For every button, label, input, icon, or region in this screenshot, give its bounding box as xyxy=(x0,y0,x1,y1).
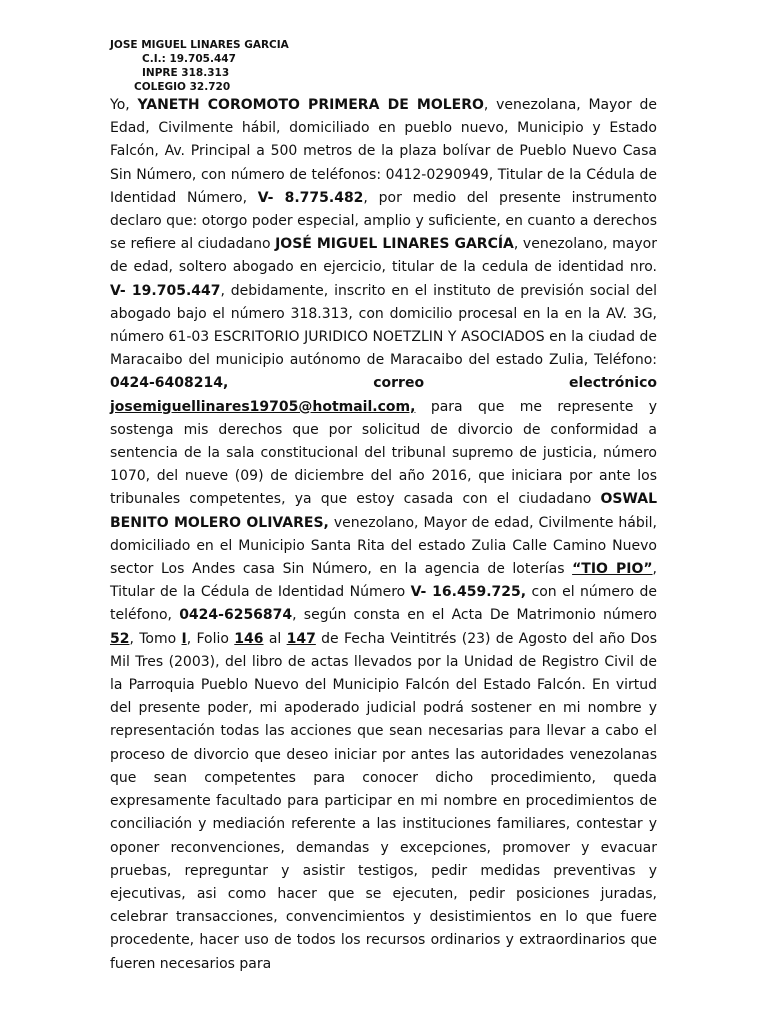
spouse-name: OSWAL BENITO MOLERO OLIVARES, xyxy=(110,491,657,531)
text-segment: , por medio del presente instrumento declaro que: otorgo poder especial, amplio y suficiente, en cuanto a derechos se refiere al ciudadano xyxy=(110,189,657,253)
attorney-phone-and-email-label: 0424-6408214, correo electrónico xyxy=(110,375,657,392)
grantor-id-number: V- 8.775.482 xyxy=(257,189,364,206)
marriage-record-folio-end: 147 xyxy=(286,630,316,647)
text-segment: venezolano, Mayor de edad, Civilmente hábil, domiciliado en el Municipio Santa Rita del estado Zulia Calle Camino Nuevo sector Los Andes casa Sin Número, en la agencia de loterías xyxy=(110,514,657,578)
letterhead-inpre: INPRE 318.313 xyxy=(142,67,230,79)
marriage-record-number: 52 xyxy=(110,630,130,647)
text-segment: , venezolano, mayor de edad, soltero abogado en ejercicio, titular de la cedula de identidad nro. xyxy=(110,236,657,276)
letterhead-colegio: COLEGIO 32.720 xyxy=(134,81,231,93)
text-segment: , Titular de la Cédula de Identidad Número xyxy=(110,561,657,601)
power-of-attorney-paragraph xyxy=(110,94,657,976)
text-segment: , debidamente, inscrito en el instituto de previsión social del abogado bajo el número 318.313, con domicilio procesal en la en la AV. 3G, número 61-03 ESCRITORIO JURIDICO NOETZLIN Y ASOCIADOS en la ciudad de Maracaibo del municipio autónomo de Maracaibo del estado Zulia, Teléfono: xyxy=(110,282,657,369)
text-segment: para que me represente y sostenga mis derechos que por solicitud de divorcio de conformidad a sentencia de la sala constitucional del tribunal supremo de justicia, número 1070, del nueve (09) de diciembre del año 2016, que iniciara por ante los tribunales competentes, ya que estoy casada con el ciudadano xyxy=(110,398,657,508)
attorney-email-link[interactable]: josemiguellinares19705@hotmail.com, xyxy=(110,398,416,415)
text-segment: , Tomo xyxy=(129,630,182,647)
lottery-agency-name: “TIO PIO” xyxy=(572,561,653,578)
letterhead xyxy=(110,38,289,94)
text-segment: , según consta en el Acta De Matrimonio número xyxy=(292,607,657,624)
letterhead-lawyer-name: JOSE MIGUEL LINARES GARCIA xyxy=(110,39,289,51)
text-segment: , Folio xyxy=(186,630,235,647)
text-segment: al xyxy=(263,630,287,647)
attorney-id-number: V- 19.705.447 xyxy=(110,282,221,299)
text-segment: Yo, xyxy=(110,97,138,113)
text-segment: de Fecha Veintitrés (23) de Agosto del año Dos Mil Tres (2003), del libro de actas llevados por la Unidad de Registro Civil de la Parroquia Pueblo Nuevo del Municipio Falcón del Estado Falcón. En virtud del presente poder, mi apoderado judicial podrá sostener en mi nombre y representación todas las acciones que sean necesarias para llevar a cabo el proceso de divorcio que deseo iniciar por antes las autoridades venezolanas que sean competentes para conocer dicho procedimiento, queda expresamente facultado para participar en mi nombre en procedimientos de conciliación y mediación referente a las instituciones familiares, contestar y oponer reconvenciones, demandas y excepciones, promover y evacuar pruebas, repreguntar y asistir testigos, pedir medidas preventivas y ejecutivas, asi como hacer que se ejecuten, pedir posiciones juradas, celebrar transacciones, convencimientos y desistimientos en lo que fuere procedente, hacer uso de todos los recursos ordinarios y extraordinarios que fueren necesarios para xyxy=(110,630,657,972)
letterhead-ci: C.I.: 19.705.447 xyxy=(142,53,236,65)
grantor-name: YANETH COROMOTO PRIMERA DE MOLERO xyxy=(137,97,484,113)
marriage-record-tomo: I xyxy=(181,630,187,647)
text-segment: con el número de teléfono, xyxy=(110,584,658,624)
spouse-phone: 0424-6256874 xyxy=(179,607,293,624)
marriage-record-folio-start: 146 xyxy=(234,630,264,647)
attorney-name: JOSÉ MIGUEL LINARES GARCÍA xyxy=(275,236,514,253)
spouse-id-number: V- 16.459.725, xyxy=(410,584,527,601)
text-segment: , venezolana, Mayor de Edad, Civilmente hábil, domiciliado en pueblo nuevo, Municipio y Estado Falcón, Av. Principal a 500 metros de la plaza bolívar de Pueblo Nuevo Casa Sin Número, con número de teléfonos: 0412-0290949, Titular de la Cédula de Identidad Número, xyxy=(110,97,657,206)
